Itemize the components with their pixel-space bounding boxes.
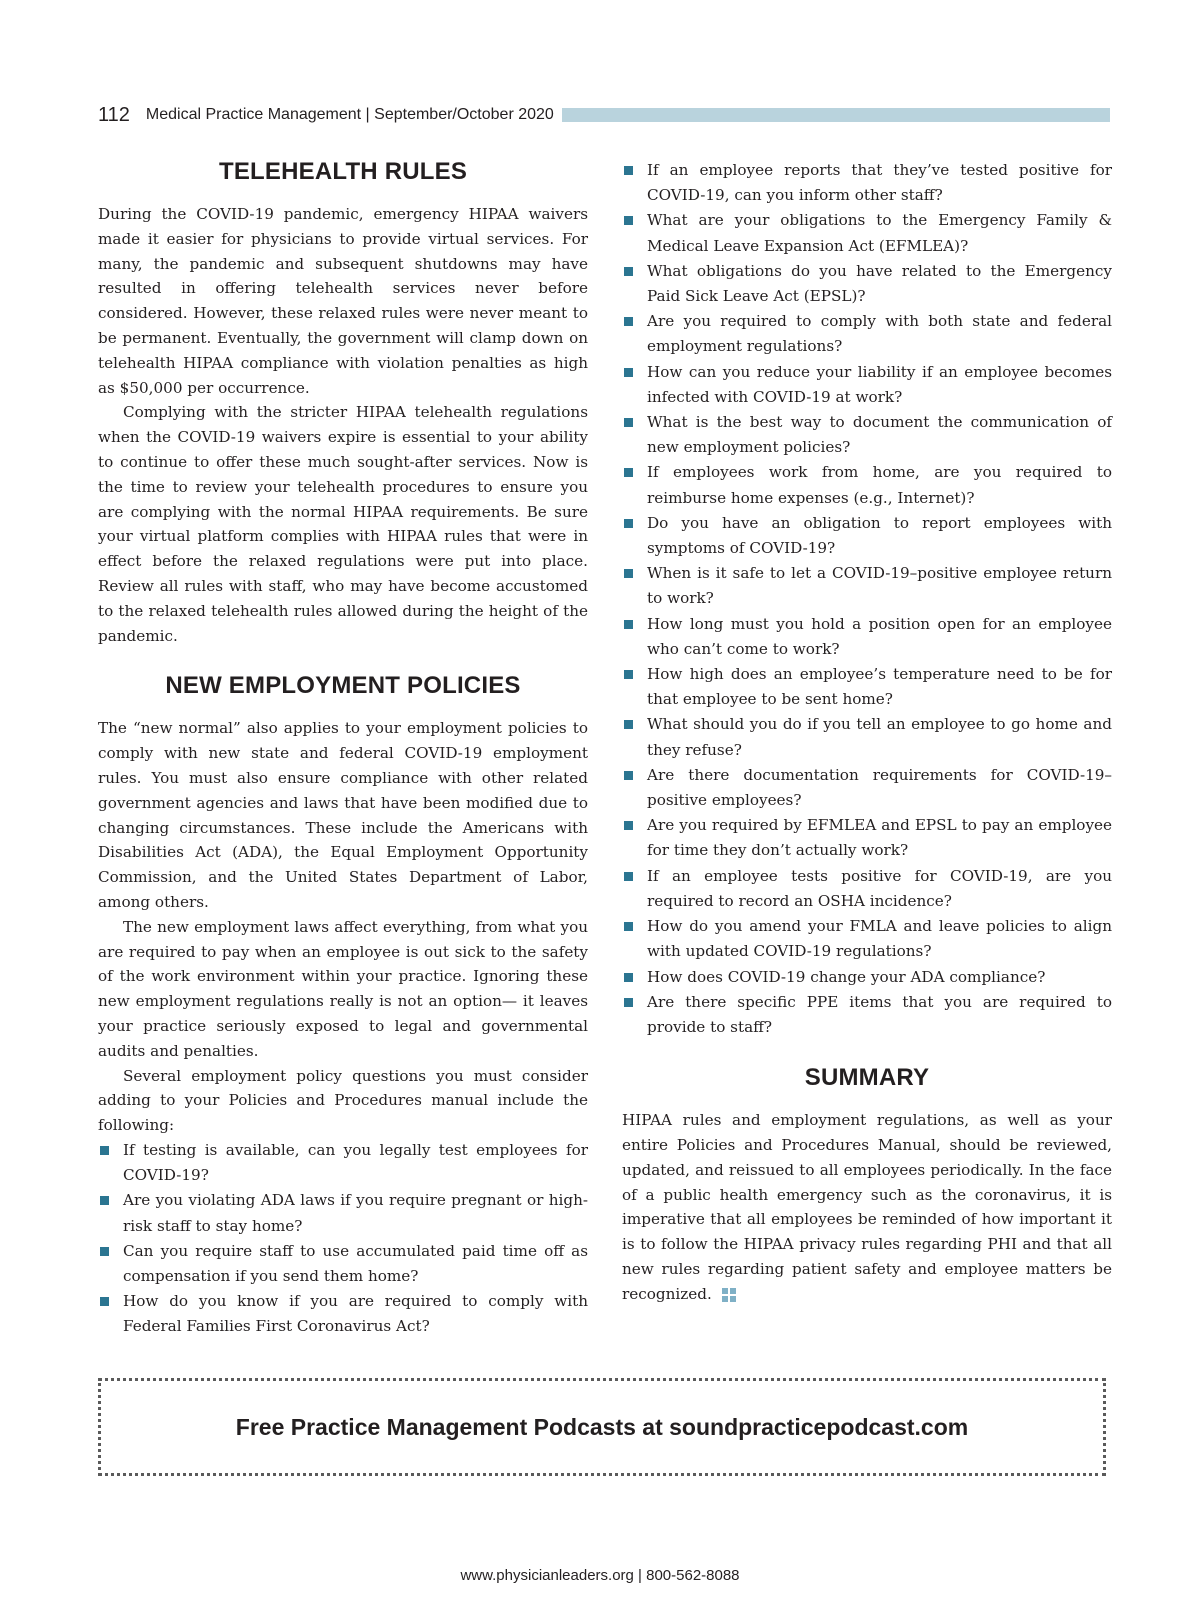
right-column xyxy=(622,158,1112,1306)
list-item: Are there documentation requirements for COVID-19–positive employees? xyxy=(622,763,1112,813)
summary-text: HIPAA rules and employment regulations, as well as your entire Policies and Procedures Manual, should be reviewed, updated, and reissued to all employees periodically. In the face of a public health emergency such as the coronavirus, it is imperative that all employees be reminded of how important it is to follow the HIPAA privacy rules regarding PHI and that all new rules regarding patient safety and employee matters be recognized. xyxy=(622,1111,1112,1303)
employment-heading: NEW EMPLOYMENT POLICIES xyxy=(165,672,521,700)
list-item: What is the best way to document the communication of new employment policies? xyxy=(622,410,1112,460)
list-item: If employees work from home, are you required to reimburse home expenses (e.g., Internet)? xyxy=(622,460,1112,510)
list-item: What should you do if you tell an employee to go home and they refuse? xyxy=(622,712,1112,762)
list-item: What are your obligations to the Emergency Family & Medical Leave Expansion Act (EFMLEA)? xyxy=(622,208,1112,258)
list-item: How can you reduce your liability if an employee becomes infected with COVID-19 at work? xyxy=(622,360,1112,410)
telehealth-heading: TELEHEALTH RULES xyxy=(218,158,468,185)
list-item: How do you know if you are required to comply with Federal Families First Coronavirus Act? xyxy=(98,1289,588,1339)
podcast-promo-text: Free Practice Management Podcasts at soundpracticepodcast.com xyxy=(235,1413,969,1440)
list-item: How high does an employee’s temperature need to be for that employee to be sent home? xyxy=(622,662,1112,712)
list-item: Do you have an obligation to report employees with symptoms of COVID-19? xyxy=(622,511,1112,561)
employment-paragraph-3: Several employment policy questions you must consider adding to your Policies and Procedures manual include the following: xyxy=(98,1066,588,1135)
left-column xyxy=(98,158,588,1340)
list-item: Are you required to comply with both state and federal employment regulations? xyxy=(622,309,1112,359)
list-item: If an employee tests positive for COVID-19, are you required to record an OSHA incidence? xyxy=(622,864,1112,914)
policy-questions-list-right xyxy=(622,158,1112,1040)
list-item: If an employee reports that they’ve tested positive for COVID-19, can you inform other staff? xyxy=(622,158,1112,208)
list-item: How do you amend your FMLA and leave policies to align with updated COVID-19 regulations? xyxy=(622,914,1112,964)
list-item: If testing is available, can you legally test employees for COVID-19? xyxy=(98,1138,588,1188)
list-item: Are you violating ADA laws if you require pregnant or high-risk staff to stay home? xyxy=(98,1188,588,1238)
telehealth-paragraph-2: Complying with the stricter HIPAA telehealth regulations when the COVID-19 waivers expire is essential to your ability to continue to offer these much sought-after services. Now is the time to review your telehealth procedures to ensure you are complying with the normal HIPAA requirements. Be sure your virtual platform complies with HIPAA rules that were in effect before the relaxed regulations were put into place. Review all rules with staff, who may have become accustomed to the relaxed telehealth rules allowed during the height of the pandemic. xyxy=(98,403,588,645)
summary-heading: SUMMARY xyxy=(804,1064,930,1092)
journal-title: Medical Practice Management | September/October 2020 xyxy=(145,106,554,123)
employment-paragraph-1: The “new normal” also applies to your employment policies to comply with new state and federal COVID-19 employment rules. You must also ensure compliance with other related government agencies and laws that have been modified due to changing circumstances. These include the Americans with Disabilities Act (ADA), the Equal Employment Opportunity Commission, and the United States Department of Labor, among others. xyxy=(98,719,588,911)
page-number: 112 xyxy=(98,103,130,126)
list-item: Are you required by EFMLEA and EPSL to pay an employee for time they don’t actually work? xyxy=(622,813,1112,863)
end-of-article-icon xyxy=(722,1288,736,1302)
list-item: What obligations do you have related to the Emergency Paid Sick Leave Act (EPSL)? xyxy=(622,259,1112,309)
list-item: How long must you hold a position open for an employee who can’t come to work? xyxy=(622,612,1112,662)
policy-questions-list-left xyxy=(98,1138,588,1340)
employment-paragraph-2: The new employment laws affect everything, from what you are required to pay when an employee is out sick to the safety of the work environment within your practice. Ignoring these new employment regulations really is not an option— it leaves your practice seriously exposed to legal and governmental audits and penalties. xyxy=(98,917,588,1060)
list-item: Can you require staff to use accumulated paid time off as compensation if you send them home? xyxy=(98,1239,588,1289)
list-item: When is it safe to let a COVID-19–positive employee return to work? xyxy=(622,561,1112,611)
podcast-promo-box xyxy=(98,1378,1106,1476)
list-item: Are there specific PPE items that you are required to provide to staff? xyxy=(622,990,1112,1040)
running-header xyxy=(98,100,1110,130)
page-footer: www.physicianleaders.org | 800-562-8088 xyxy=(460,1567,740,1584)
telehealth-paragraph-1: During the COVID-19 pandemic, emergency HIPAA waivers made it easier for physicians to provide virtual services. For many, the pandemic and subsequent shutdowns may have resulted in offering telehealth services never before considered. However, these relaxed rules were never meant to be permanent. Eventually, the government will clamp down on telehealth HIPAA compliance with violation penalties as high as $50,000 per occurrence. xyxy=(98,205,588,397)
list-item: How does COVID-19 change your ADA compliance? xyxy=(622,965,1112,990)
summary-paragraph xyxy=(622,1108,1112,1306)
header-rule-bar xyxy=(562,108,1110,122)
